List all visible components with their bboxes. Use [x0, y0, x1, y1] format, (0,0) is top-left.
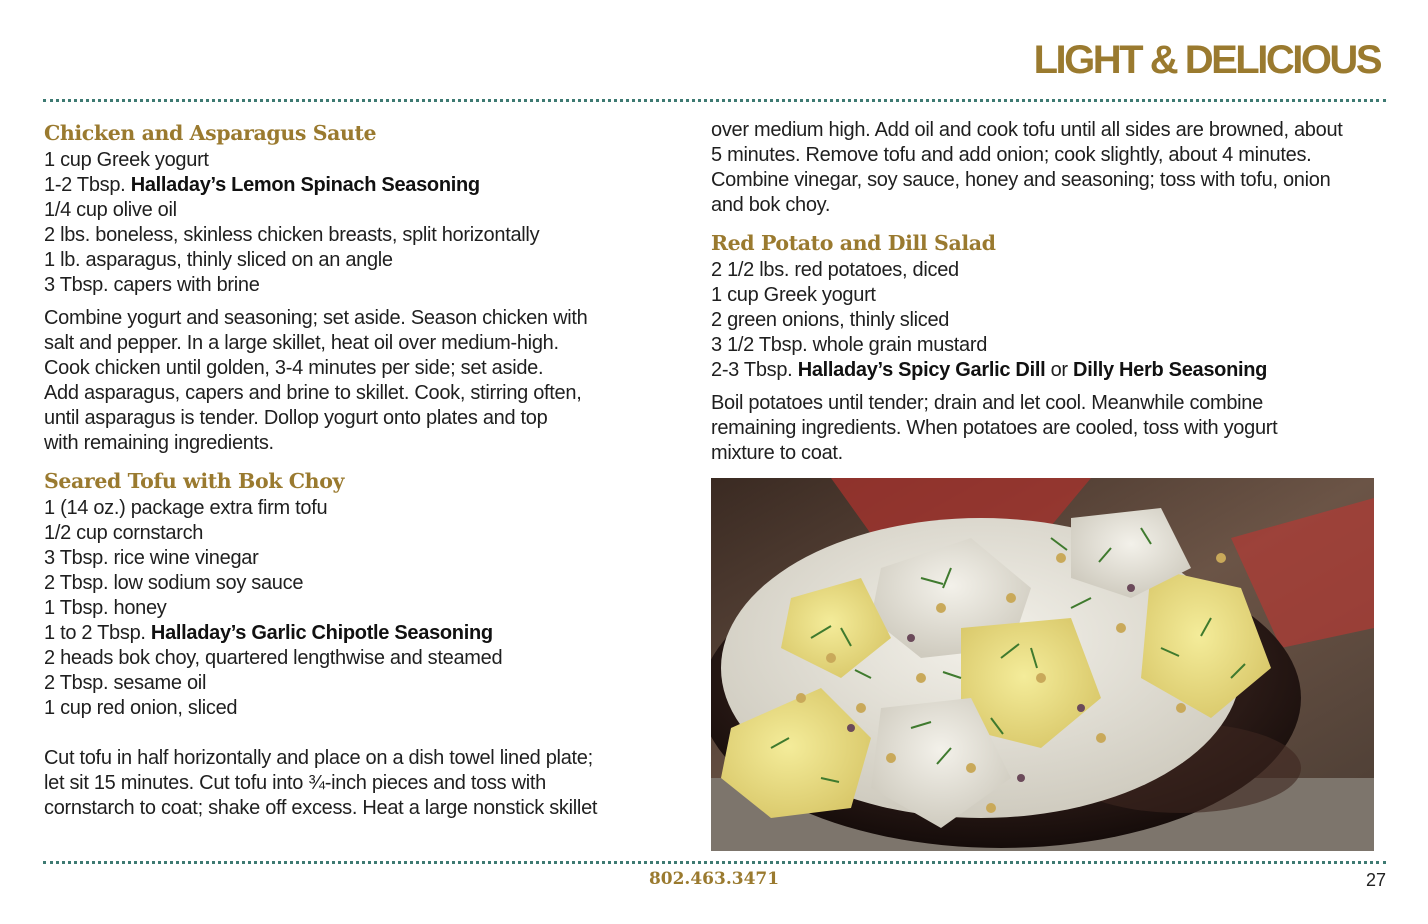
ingredient-item: 1 cup red onion, sliced [44, 697, 238, 719]
top-dotted-divider [43, 99, 1386, 102]
direction-line: with remaining ingredients. [44, 432, 274, 454]
ingredient-item: 3 1/2 Tbsp. whole grain mustard [711, 334, 988, 356]
ingredient-item: 3 Tbsp. capers with brine [44, 274, 260, 296]
direction-line: Combine yogurt and seasoning; set aside. Season chicken with [44, 307, 588, 329]
seasoning-product-name: Halladay’s Spicy Garlic Dill [797, 359, 1046, 381]
recipe-red-potato-dill-salad [711, 228, 1391, 466]
direction-line: Add asparagus, capers and brine to skillet. Cook, stirring often, [44, 382, 582, 404]
ingredient-item: 1 cup Greek yogurt [44, 149, 209, 171]
recipe-title: Seared Tofu with Bok Choy [44, 469, 344, 493]
direction-line: and bok choy. [711, 194, 831, 216]
direction-line: 5 minutes. Remove tofu and add onion; cook slightly, about 4 minutes. [711, 144, 1312, 166]
seasoning-product-name: Halladay’s Garlic Chipotle Seasoning [150, 622, 493, 644]
left-column [44, 118, 654, 821]
direction-line: let sit 15 minutes. Cut tofu into ¾-inch pieces and toss with [44, 772, 546, 794]
ingredient-item [711, 358, 1391, 383]
ingredient-item: 2 Tbsp. low sodium soy sauce [44, 572, 304, 594]
recipe-title: Chicken and Asparagus Saute [44, 121, 377, 145]
page-title: LIGHT & DELICIOUS [1033, 38, 1380, 82]
ingredient-list [711, 258, 1391, 383]
recipe-chicken-asparagus [44, 118, 654, 456]
ingredient-item: 1 lb. asparagus, thinly sliced on an angle [44, 249, 393, 271]
right-column [711, 118, 1391, 466]
ingredient-item: 1/2 cup cornstarch [44, 522, 204, 544]
ingredient-amount: 1-2 Tbsp. [44, 174, 131, 196]
recipe-directions [44, 746, 654, 821]
direction-line: cornstarch to coat; shake off excess. Heat a large nonstick skillet [44, 797, 598, 819]
recipe-directions [711, 391, 1391, 466]
ingredient-item: 1 cup Greek yogurt [711, 284, 876, 306]
direction-line: over medium high. Add oil and cook tofu until all sides are browned, about [711, 119, 1343, 141]
direction-line: remaining ingredients. When potatoes are cooled, toss with yogurt [711, 417, 1278, 439]
ingredient-item: 1/4 cup olive oil [44, 199, 177, 221]
page-number: 27 [1365, 870, 1386, 890]
potato-salad-photo [711, 478, 1374, 851]
ingredient-amount: 1 to 2 Tbsp. [44, 622, 151, 644]
ingredient-item [44, 621, 654, 646]
seasoning-product-name: Dilly Herb Seasoning [1073, 359, 1268, 381]
footer-phone-number: 802.463.3471 [648, 869, 780, 889]
ingredient-item: 2 Tbsp. sesame oil [44, 672, 207, 694]
direction-line: Boil potatoes until tender; drain and let cool. Meanwhile combine [711, 392, 1263, 414]
ingredient-item: 2 heads bok choy, quartered lengthwise and steamed [44, 647, 503, 669]
recipe-directions [44, 306, 654, 456]
ingredient-connector: or [1045, 359, 1074, 381]
direction-line: Cook chicken until golden, 3-4 minutes per side; set aside. [44, 357, 544, 379]
ingredient-item: 3 Tbsp. rice wine vinegar [44, 547, 259, 569]
ingredient-item: 1 (14 oz.) package extra firm tofu [44, 497, 328, 519]
direction-line: Cut tofu in half horizontally and place on a dish towel lined plate; [44, 747, 593, 769]
direction-line: Combine vinegar, soy sauce, honey and seasoning; toss with tofu, onion [711, 169, 1331, 191]
ingredient-item: 1 Tbsp. honey [44, 597, 167, 619]
bottom-dotted-divider [43, 861, 1386, 864]
direction-line: salt and pepper. In a large skillet, heat oil over medium-high. [44, 332, 559, 354]
seasoning-product-name: Halladay’s Lemon Spinach Seasoning [130, 174, 480, 196]
direction-line: until asparagus is tender. Dollop yogurt onto plates and top [44, 407, 548, 429]
ingredient-list [44, 496, 654, 721]
ingredient-item: 2 green onions, thinly sliced [711, 309, 950, 331]
ingredient-item: 2 lbs. boneless, skinless chicken breasts, split horizontally [44, 224, 540, 246]
recipe-seared-tofu [44, 466, 654, 821]
direction-line: mixture to coat. [711, 442, 843, 464]
recipe-directions-continued [711, 118, 1391, 218]
ingredient-item [44, 173, 654, 198]
ingredient-amount: 2-3 Tbsp. [711, 359, 798, 381]
ingredient-list [44, 148, 654, 298]
potato-salad-illustration [711, 478, 1374, 851]
ingredient-item: 2 1/2 lbs. red potatoes, diced [711, 259, 959, 281]
recipe-title: Red Potato and Dill Salad [711, 231, 996, 255]
